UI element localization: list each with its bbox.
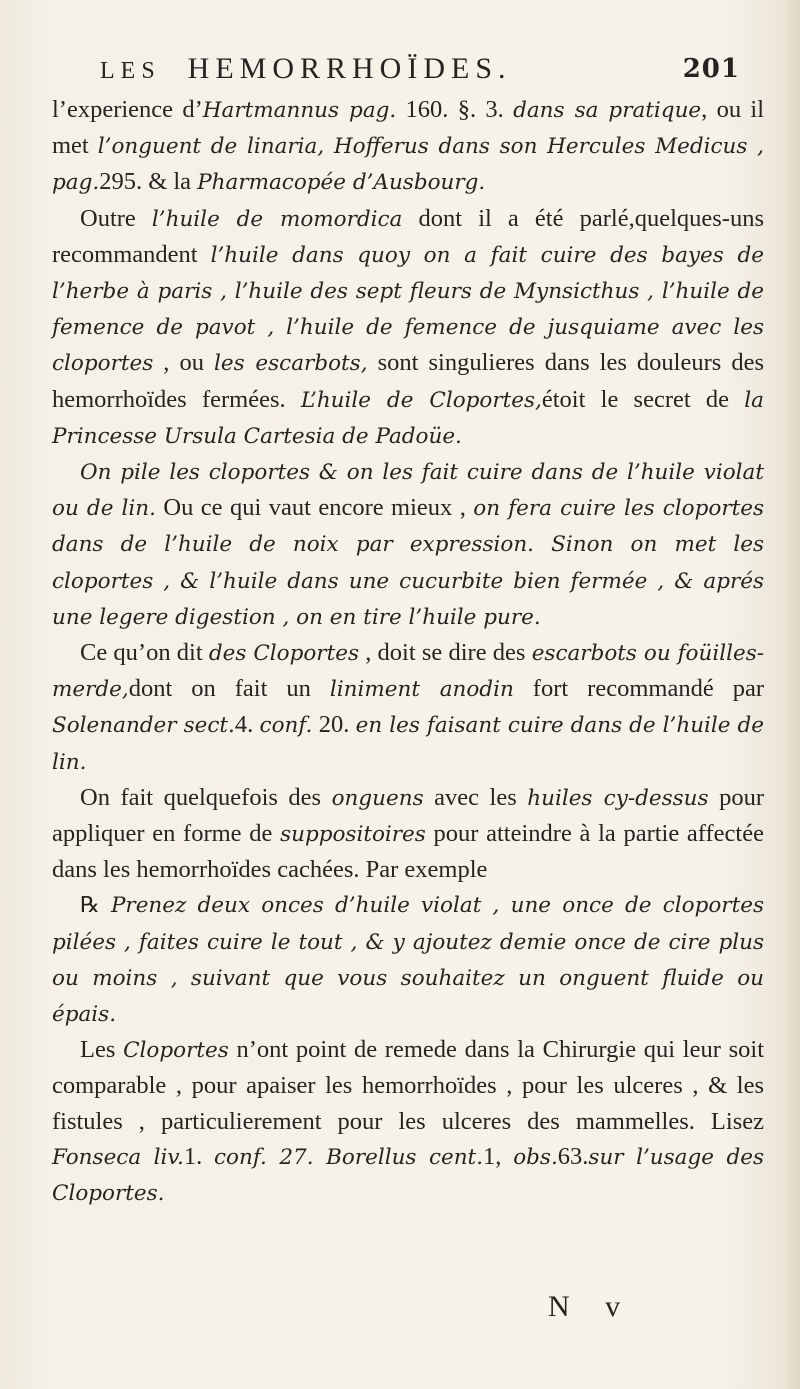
title-main: HEMORRHOÏDES. — [187, 52, 512, 85]
body-text — [52, 92, 764, 1211]
text-run: Les — [80, 1036, 124, 1064]
text-run: , doit se dire des — [359, 639, 532, 667]
italic-run: Solenander sect. — [52, 713, 235, 739]
italic-run: L’huile de Cloportes, — [300, 387, 542, 413]
italic-run: escarbots ou foüilles-merde, — [52, 641, 764, 703]
paragraph — [52, 454, 764, 635]
italic-run: conf. 27. Borellus cent. — [214, 1144, 484, 1170]
paragraph — [52, 887, 764, 1032]
italic-run: l’huile de momordica — [151, 206, 403, 232]
italic-run: on fera cuire les cloportes dans de l’huile de noix par expression. Sinon on met les cloportes , & l’huile dans une cucurbite bien fermée , & aprés une legere digestion , on en tire l’huile pure. — [52, 496, 765, 630]
italic-run: liniment anodin — [329, 677, 514, 703]
text-run: , ou il met — [52, 96, 765, 160]
italic-run: la Princesse Ursula Cartesia de Padoüe. — [52, 387, 764, 449]
italic-run: suppositoires — [280, 822, 426, 848]
paragraph — [52, 1032, 764, 1211]
text-run: l’experience d’ — [52, 96, 203, 123]
text-run: , ou — [153, 349, 215, 377]
text-run: n’ont point de remede dans la Chirurgie qui leur soit comparable , pour apaiser les hemorrhoïdes , pour les ulceres , & les fistules , particulierement pour les ulceres des mammelles. Lisez — [52, 1036, 764, 1135]
running-header — [100, 52, 740, 92]
italic-run: en les faisant cuire dans de l’huile de lin. — [52, 713, 765, 775]
page-edge — [786, 0, 800, 1389]
text-run: avec les — [423, 783, 528, 811]
text-run: 160. §. 3. — [396, 96, 514, 123]
paragraph — [52, 635, 764, 780]
paragraph — [52, 92, 764, 201]
text-run: 4. — [234, 711, 260, 739]
italic-run: huiles cy-dessus — [527, 785, 709, 811]
italic-run: les escarbots, — [214, 351, 368, 377]
text-run: étoit le secret de — [541, 385, 745, 413]
text-run: Ce qu’on dit — [80, 639, 209, 667]
italic-run: Hartmannus pag. — [202, 98, 397, 123]
italic-run: conf. — [259, 713, 313, 739]
signature-mark: N v — [548, 1290, 635, 1323]
page-number: 201 — [682, 54, 740, 84]
text-run: dont on fait un — [128, 675, 330, 703]
text-run: 20. — [312, 711, 356, 739]
italic-run: Pharmacopée d’Ausbourg. — [197, 170, 486, 196]
running-title — [100, 52, 512, 86]
text-run: 63. — [557, 1142, 589, 1170]
text-run: 1. — [183, 1142, 215, 1170]
italic-run: obs. — [513, 1144, 558, 1170]
text-run: dont il a été parlé,quelques-uns recommandent — [52, 204, 764, 268]
text-run: sont singulieres dans les douleurs des hemorrhoïdes fermées. — [52, 349, 765, 413]
recipe-symbol: ℞ — [80, 893, 100, 919]
text-run: 295. & la — [99, 168, 198, 196]
title-les: LES — [100, 58, 161, 84]
paragraph — [52, 201, 764, 454]
italic-run: dans sa pratique — [513, 98, 702, 123]
italic-run: On pile les cloportes & on les fait cuire dans de l’huile violat ou de lin. — [52, 460, 764, 522]
text-run: fort recommandé par — [513, 675, 764, 703]
text-run: Ou ce qui vaut encore mieux , — [156, 494, 474, 522]
text-run: On fait quelquefois des — [80, 783, 332, 811]
italic-run: l’onguent de linaria, Hofferus dans son Hercules Medicus , pag. — [52, 134, 764, 196]
italic-run: sur l’usage des Cloportes. — [52, 1144, 764, 1207]
italic-run: onguens — [331, 785, 424, 811]
italic-run: Fonseca liv. — [52, 1144, 184, 1170]
italic-run: Prenez deux onces d’huile violat , une once de cloportes pilées , faites cuire le tout , & y ajoutez demie once de cire plus ou moins , suivant que vous souhaitez un onguent fluide ou épais. — [52, 893, 764, 1028]
text-run: 1, — [483, 1142, 514, 1170]
italic-run: Cloportes — [123, 1038, 229, 1064]
italic-run: l’huile dans quoy on a fait cuire des bayes de l’herbe à paris , l’huile des sept fleurs de Mynsicthus , l’huile de femence de pavot , l’huile de femence de jusquiame avec les cloportes — [52, 242, 764, 377]
italic-run: des Cloportes — [208, 641, 359, 667]
paragraph — [52, 780, 764, 888]
text-run: Outre — [80, 204, 152, 232]
text-run: pour appliquer en forme de — [52, 783, 764, 848]
text-run: pour atteindre à la partie affectée dans les hemorrhoïdes cachées. Par exemple — [52, 820, 764, 884]
